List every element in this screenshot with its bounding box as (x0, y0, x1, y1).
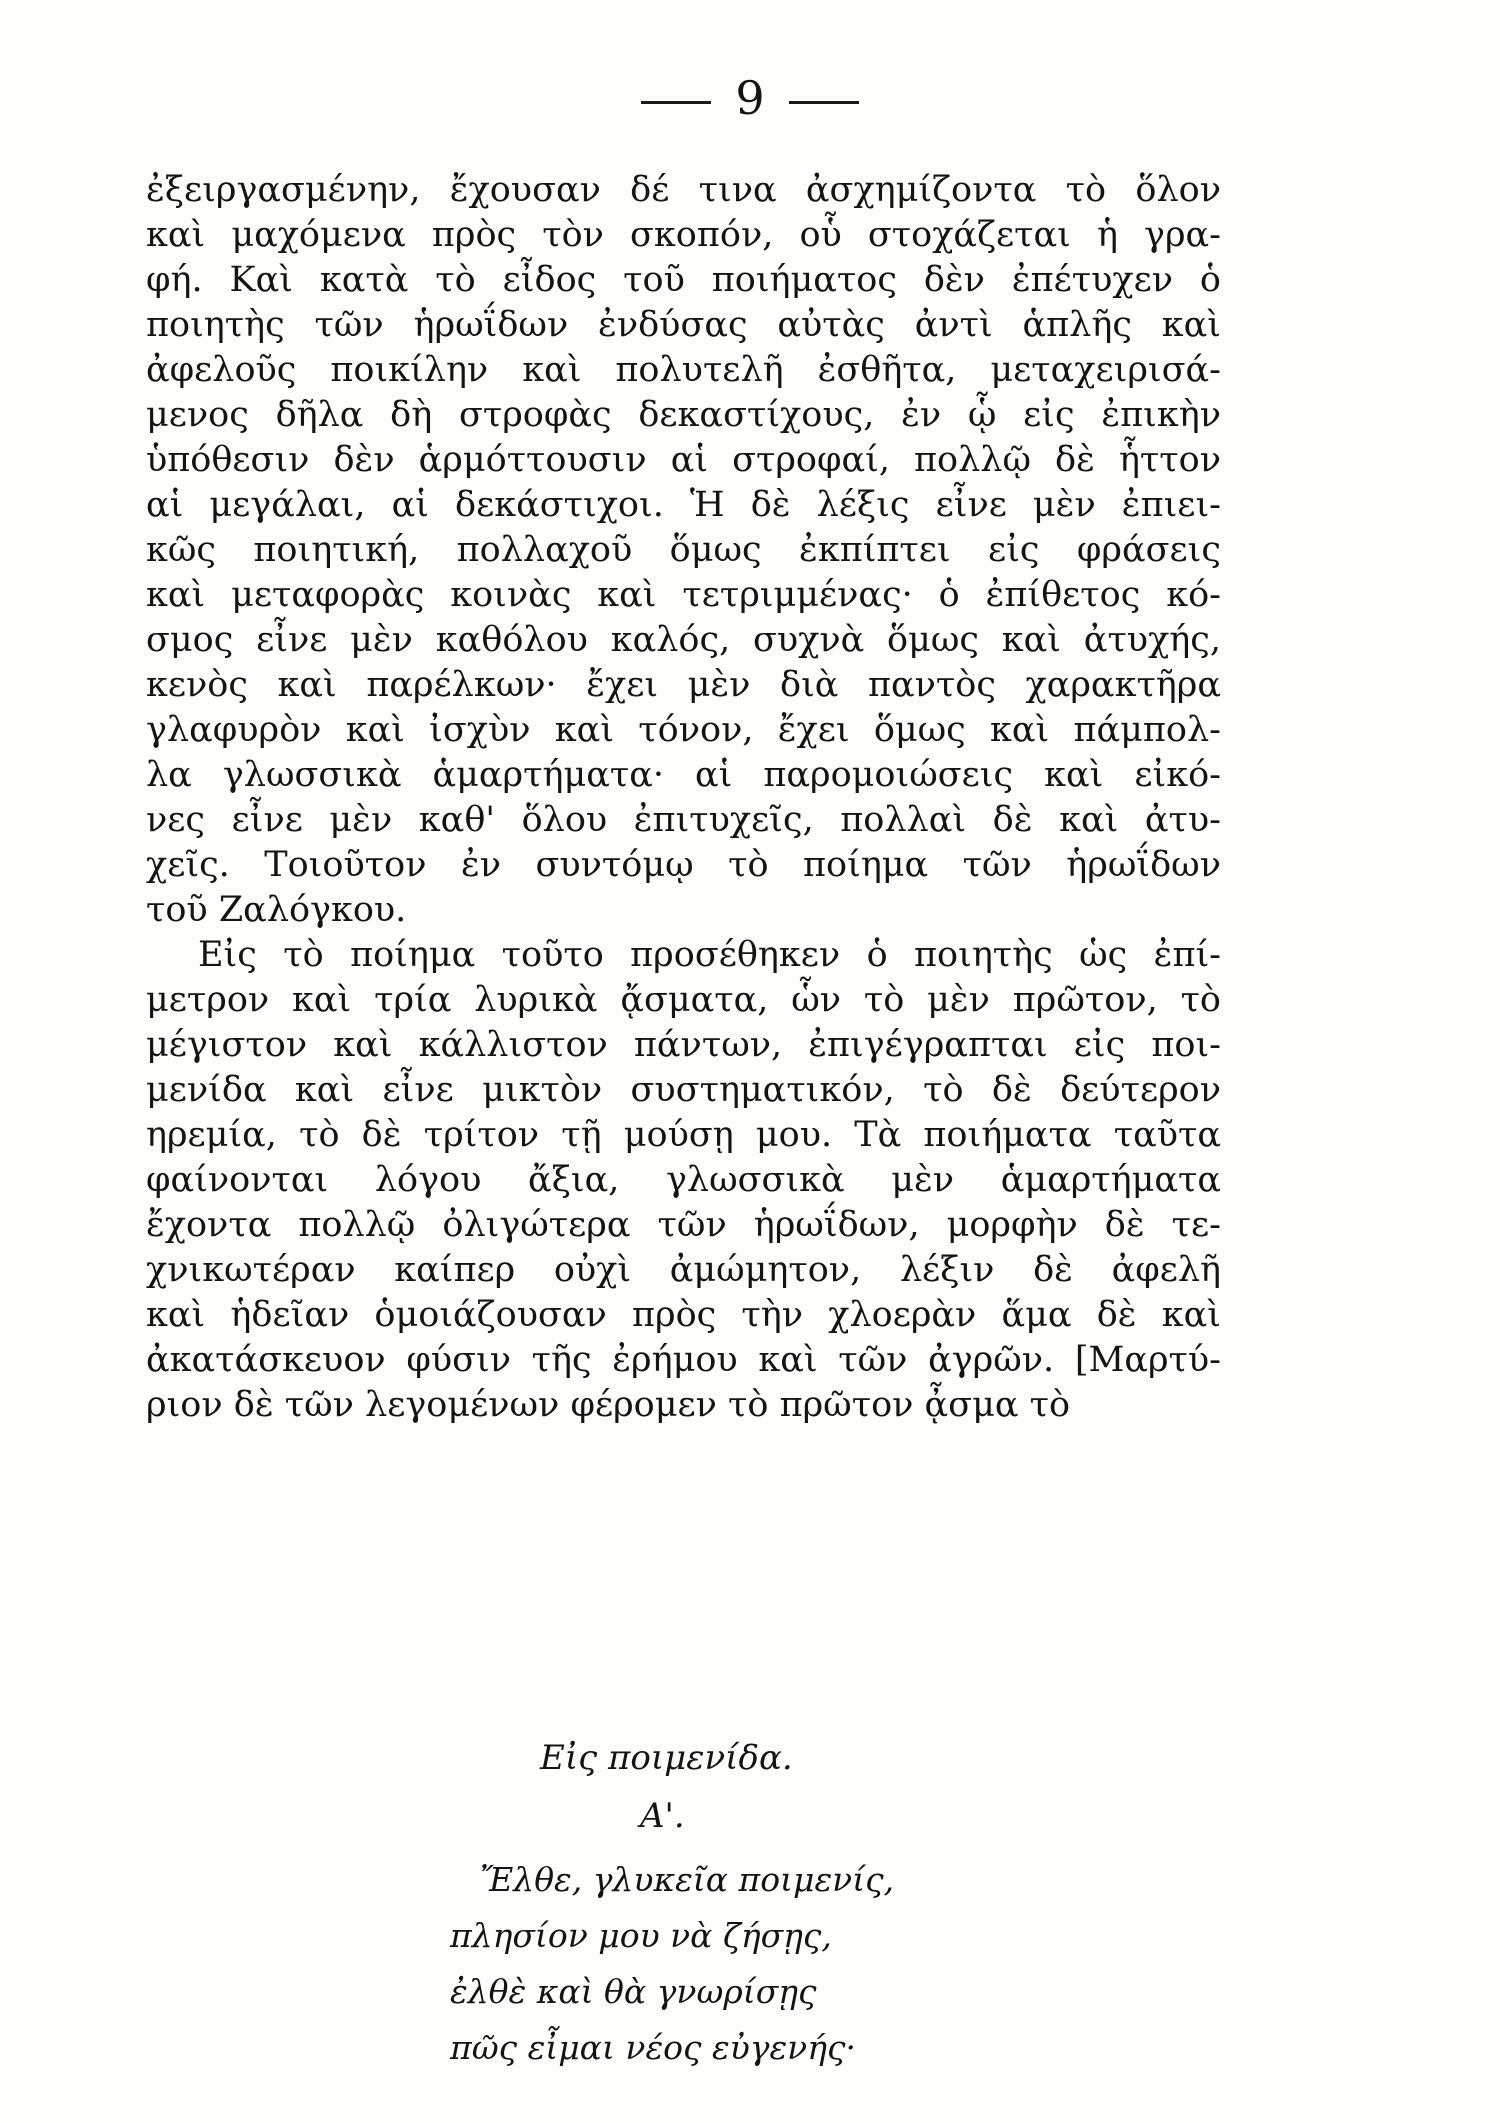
body-text (146, 168, 1221, 1428)
text-line: φή. Καὶ κατὰ τὸ εἶδος τοῦ ποιήματος δὲν ἐπέτυχεν ὁ (146, 260, 1221, 300)
verse-line: πῶς εἶμαι νέος εὐγενής· (450, 2028, 856, 2067)
text-line: χεῖς. Τοιοῦτον ἐν συντόμῳ τὸ ποίημα τῶν ἡρωΐδων (146, 845, 1221, 885)
text-line: ὑπόθεσιν δὲν ἁρμόττουσιν αἱ στροφαί, πολλῷ δὲ ἧττον (146, 440, 1221, 480)
text-line: σμος εἶνε μὲν καθόλου καλός, συχνὰ ὅμως καὶ ἀτυχής, (146, 620, 1221, 660)
text-line: καὶ μαχόμενα πρὸς τὸν σκοπόν, οὗ στοχάζεται ἡ γρα- (146, 215, 1221, 255)
text-line: τοῦ Ζαλόγκου. (146, 890, 407, 930)
text-line: γλαφυρὸν καὶ ἰσχὺν καὶ τόνον, ἔχει ὅμως καὶ πάμπολ- (146, 710, 1221, 750)
text-line: ηρεμία, τὸ δὲ τρίτον τῇ μούσῃ μου. Τὰ ποιήματα ταῦτα (146, 1115, 1221, 1155)
text-line: ἐξειργασμένην, ἔχουσαν δέ τινα ἀσχημίζοντα τὸ ὅλον (146, 170, 1221, 210)
poem-title: Εἰς ποιμενίδα. (540, 1738, 793, 1778)
poem-verses (450, 1852, 1050, 2076)
text-line: μενος δῆλα δὴ στροφὰς δεκαστίχους, ἐν ᾧ εἰς ἐπικὴν (146, 395, 1221, 435)
text-line: κενὸς καὶ παρέλκων· ἔχει μὲν διὰ παντὸς χαρακτῆρα (146, 665, 1221, 705)
text-line: ἀφελοῦς ποικίλην καὶ πολυτελῆ ἐσθῆτα, μεταχειρισά- (146, 350, 1221, 390)
page-number: 9 (735, 71, 765, 125)
text-line: φαίνονται λόγου ἄξια, γλωσσικὰ μὲν ἁμαρτήματα (146, 1160, 1221, 1200)
header-rule-right (789, 101, 859, 104)
text-line: λα γλωσσικὰ ἁμαρτήματα· αἱ παρομοιώσεις καὶ εἰκό- (146, 755, 1221, 795)
text-line: καὶ ἡδεῖαν ὁμοιάζουσαν πρὸς τὴν χλοερὰν ἅμα δὲ καὶ (146, 1295, 1221, 1335)
verse-line: Ἔλθε, γλυκεῖα ποιμενίς, (480, 1860, 895, 1899)
page-header (0, 68, 1500, 128)
text-line: μέγιστον καὶ κάλλιστον πάντων, ἐπιγέγραπται εἰς ποι- (146, 1025, 1221, 1065)
text-line: μενίδα καὶ εἶνε μικτὸν συστηματικόν, τὸ δὲ δεύτερον (146, 1070, 1221, 1110)
verse-line: πλησίον μου νὰ ζήσῃς, (450, 1916, 832, 1955)
text-line: ριον δὲ τῶν λεγομένων φέρομεν τὸ πρῶτον ᾆσμα τὸ (146, 1385, 1071, 1425)
text-line: ἀκατάσκευον φύσιν τῆς ἐρήμου καὶ τῶν ἀγρῶν. [Μαρτύ- (146, 1340, 1221, 1380)
header-rule-left (641, 101, 711, 104)
text-line: καὶ μεταφορὰς κοινὰς καὶ τετριμμένας· ὁ ἐπίθετος κό- (146, 575, 1221, 615)
text-line: Εἰς τὸ ποίημα τοῦτο προσέθηκεν ὁ ποιητὴς ὡς ἐπί- (198, 935, 1221, 975)
text-line: αἱ μεγάλαι, αἱ δεκάστιχοι. Ἡ δὲ λέξις εἶνε μὲν ἐπιει- (146, 485, 1221, 525)
paragraph-1 (146, 168, 1221, 933)
poem-number: Α'. (640, 1796, 685, 1836)
text-line: ποιητὴς τῶν ἡρωΐδων ἐνδύσας αὐτὰς ἀντὶ ἁπλῆς καὶ (146, 305, 1221, 345)
text-line: μετρον καὶ τρία λυρικὰ ᾄσματα, ὧν τὸ μὲν πρῶτον, τὸ (146, 980, 1221, 1020)
text-line: χνικωτέραν καίπερ οὐχὶ ἀμώμητον, λέξιν δὲ ἀφελῆ (146, 1250, 1221, 1290)
text-line: νες εἶνε μὲν καθ' ὅλου ἐπιτυχεῖς, πολλαὶ δὲ καὶ ἀτυ- (146, 800, 1221, 840)
text-line: ἔχοντα πολλῷ ὀλιγώτερα τῶν ἡρωΐδων, μορφὴν δὲ τε- (146, 1205, 1221, 1245)
text-line: κῶς ποιητική, πολλαχοῦ ὅμως ἐκπίπτει εἰς φράσεις (146, 530, 1221, 570)
paragraph-2 (146, 933, 1221, 1428)
verse-line: ἐλθὲ καὶ θὰ γνωρίσῃς (450, 1972, 817, 2011)
